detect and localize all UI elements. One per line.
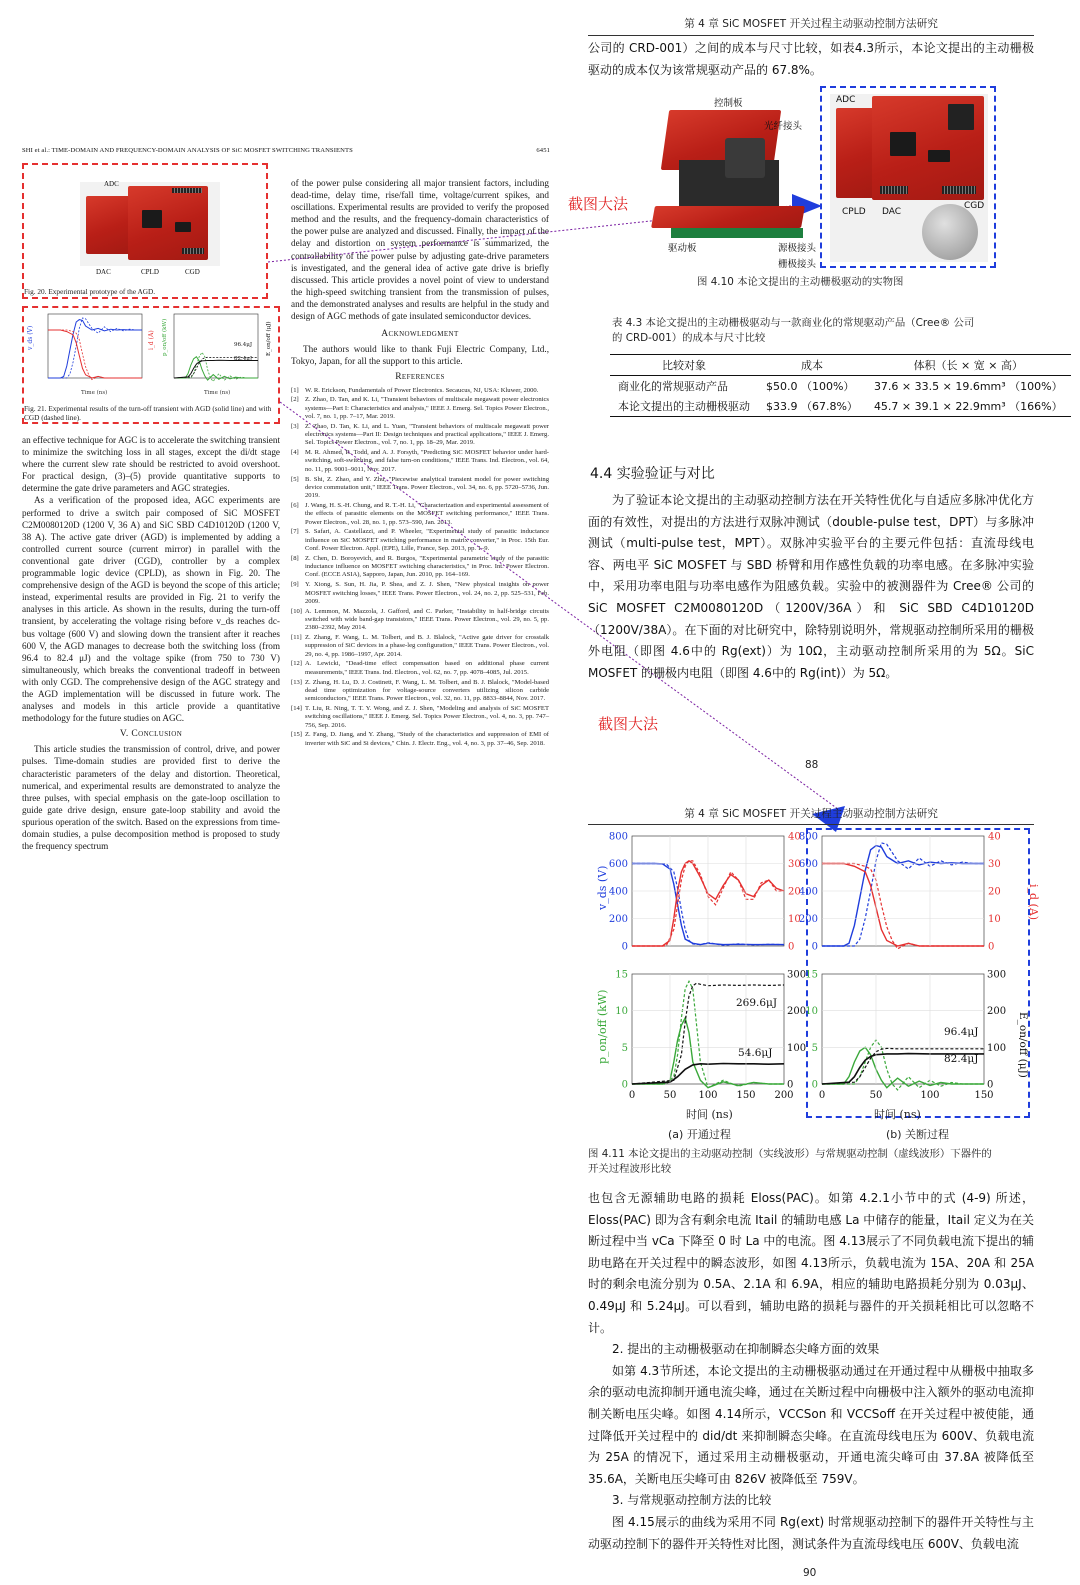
y-tick-label: 800 <box>798 831 818 843</box>
paper-paragraph: As a verification of the proposed idea, AGC experiments are performed to drive a switch pair composed of SiC MOSFET C2M0080120D (1200 V, 36 A) and SiC SBD C4D10120D (1200 V, 38 A). The active gate driver (AGD) is implemented by adding a controlled current source (current mirror) in parallel with the conventional gate driver (CGD), controller by a complex programmable logic device (CPLD), as shown in Fig. 20. The comprehensive design of the AGD is beyond the scope of this article; instead, experimental results are provided in Fig. 21 to verify the analyses in this article. As shown in the results, during the turn-off transient, by accelerating the voltage rising before v_ds reaches dc-bus voltage (600 V) and slowing down the transient after it reaches 600 V, the AGD manages to decrease both the switching loss (from 96.4 to 82.4 μJ) and the voltage spike (from 750 to 730 V) simultaneously, which breaks the conventional tradeoff in between with only CGD. The comprehensive design of the AGC strategy and the AGD implementation will be discussed in future work. The analyses and models in this article provide a quantitative methodology for the future studies on AGC. <box>22 495 280 724</box>
thesis-header-88: 第 4 章 SiC MOSFET 开关过程主动驱动控制方法研究 <box>684 18 938 30</box>
y-tick-label: 600 <box>608 859 628 870</box>
fig411a-annot-low: 54.6μJ <box>738 1047 773 1059</box>
fig411-ylabel-i: i_d (A) <box>1027 884 1040 921</box>
references-heading: References <box>395 372 445 383</box>
paper-paragraph: of the power pulse considering all major transient factors, including dead-time, delay time, rise/fall time, voltage/current spikes, and oscillations. Experimental results are provided to verify the proposed method and the results, and the frequency-domain characteristics of the power pulse are analyzed and discussed. Finally, the impact of the delay and distortion on system performance is summarized, the controllability of the power pulse by adjusting gate-drive parameters is investigated, and the general idea of active gate drive is briefly discussed. This article provides a novel point of view to understand the high-speed switching transient from the transmission of pulses, and the demonstrated analyses and results are helpful in the study and design of AGC methods of gate insulated semiconductor devices. <box>291 178 549 322</box>
fig21-annot-high: 96.4μJ <box>234 342 253 348</box>
table-cell: 本论文提出的主动栅极驱动 <box>618 400 750 413</box>
y-tick-label: 10 <box>805 1006 818 1018</box>
fig411-caption-line2: 开关过程波形比较 <box>588 1163 672 1175</box>
thesis-paragraph: 为了验证本论文提出的主动驱动控制方法在开关特性优化与自适应多脉冲优化方面的有效性，对提出的方法进行双脉冲测试（double-pulse test，DPT）与多脉冲测试（multi-pulse test，MPT）。双脉冲实验平台的主要元件包括：直流母线电容、两电平 SiC MOSFET 与 SBD 桥臂和用作感性负载的功率电感。在多脉冲实验中，采用功率电阻与功率电感作为阻感负载。实验中的被测器件为 Cree® 公司的 SiC MOSFET C2M0080120D（1200V/36A）和 SiC SBD C4D10120D（1200V/38A）。在下面的对比研究中，除特别说明外，常规驱动控制所采用的栅极外电阻（即图 4.6中的 Rg(ext)）为 10Ω，主动驱动控制所采用的为 5Ω。SiC MOSFET 的栅极内电阻（即图 4.6中的 Rg(int)）为 5Ω。 <box>588 493 1034 680</box>
y-tick-label: 20 <box>988 886 1001 898</box>
y-tick-label: 5 <box>621 1042 628 1054</box>
fig410-photo-right <box>830 94 988 262</box>
acknowledgment-text: The authors would like to thank Fuji Electric Company, Ltd., Tokyo, Japan, for all the support to this article. <box>291 344 549 367</box>
fig411-ylabel-p: p_on/off (kW) <box>596 989 609 1064</box>
reference-number: [4] <box>291 449 299 457</box>
reference-text: A. Lemmon, M. Mazzola, J. Gafford, and C. Parker, "Instability in half-bridge circuits switched with wide band-gap transistors," IEEE Trans. Power Electron., vol. 29, no. 5, pp. 2380–2392, May 2014. <box>305 607 549 632</box>
y-tick-label: 40 <box>788 831 801 843</box>
reference-text: S. Safari, A. Castellazzi, and P. Wheeler, "Experimental study of parasitic inductance influence on SiC MOSFET switching performance in matrix converter," in Proc. 15th Eur. Conf. Power Electron. Appl. (EPE), Lille, France, Sep. 2013, pp. 1–9. <box>305 528 549 553</box>
y-tick-label: 20 <box>788 886 801 898</box>
fig20-label-cpld: CPLD <box>141 268 159 276</box>
table-header-cell: 成本 <box>800 359 823 372</box>
fig410-caption: 图 4.10 本论文提出的主动栅极驱动的实物图 <box>697 276 904 288</box>
y-tick-label: 300 <box>987 969 1007 981</box>
table-cell: 45.7 × 39.1 × 22.9mm³ （166%） <box>873 400 1063 413</box>
reference-text: Z. Zhao, D. Tan, K. Li, and L. Yuan, "Transient behaviors of multiscale megawatt power electronics systems—Part II: Design techniques and practical applications," IEEE J. Emerg. Sel. Topics Power Electron., vol. 7, no. 1, pp. 18–29, Mar. 2019. <box>305 422 549 447</box>
reference-number: [15] <box>291 731 302 739</box>
y-tick-label: 30 <box>788 859 801 870</box>
x-tick-label: 150 <box>736 1090 756 1101</box>
fig411a-sublabel: (a) 开通过程 <box>668 1128 731 1141</box>
y-tick-label: 0 <box>811 1079 818 1091</box>
table43 <box>610 354 1071 417</box>
fig411b-voltage-current-axes <box>822 836 984 949</box>
x-tick-label: 100 <box>920 1090 940 1101</box>
series-line <box>822 846 984 946</box>
y-tick-label: 200 <box>608 914 628 925</box>
table-header-cell: 体积（长 × 宽 × 高） <box>913 359 1023 372</box>
y-tick-label: 200 <box>798 914 818 925</box>
page-number-90: 90 <box>803 1567 817 1579</box>
paper-header-title: SHI et al.: TIME-DOMAIN AND FREQUENCY-DOMAIN ANALYSIS OF SiC MOSFET SWITCHING TRANSIENTS <box>22 147 353 154</box>
fig21-ylabel-e: E_on/off (μJ) <box>266 321 272 356</box>
paper-paragraph: an effective technique for AGC is to accelerate the switching transient to minimize the switching loss in all stages, except the di/dt stage where the current slew rate should be restricted to avoid overshoot. For practical design, (3)–(5) provide quantitative supports to determine the gate drive parameters and AGC strategies. <box>22 435 280 494</box>
reference-number: [7] <box>291 528 299 536</box>
reference-number: [3] <box>291 422 299 430</box>
thesis-paragraph: 如第 4.3节所述，本论文提出的主动栅极驱动通过在开通过程中从栅极中抽取多余的驱动电流抑制开通电流尖峰，通过在关断过程中向栅极中注入额外的驱动电流抑制关断电压尖峰。如图 4.14所示，VCCSon 和 VCCSoff 在开关过程中被使能，通过降低开关过程中的 did/dt 来抑制瞬态尖峰。在直流母线电压为 600V、负载电流为 25A 的情况下，通过采用主动栅极驱动，开通电流尖峰可由 37.8A 被降低至 35.6A，关断电压尖峰可由 826V 被降低至 759V。 <box>588 1363 1034 1486</box>
y-tick-label: 400 <box>608 886 628 898</box>
fig20-label-cgd: CGD <box>185 268 200 276</box>
acknowledgment-heading: Acknowledgment <box>381 329 459 340</box>
reference-text: Z. Zhao, D. Tan, and K. Li, "Transient behaviors of multiscale megawatt power electronics systems—Part I: Characteristics and analysis," IEEE J. Emerg. Sel. Topics Power Electron., vol. 7, no. 1, pp. 7–17, Mar. 2019. <box>305 396 549 420</box>
annotation-note-2: 截图大法 <box>598 715 659 733</box>
label-cpld: CPLD <box>842 207 866 217</box>
fig20-label-adc: ADC <box>104 180 119 188</box>
fig411b-annot-high: 96.4μJ <box>944 1026 979 1038</box>
label-source-connector: 源极接头 <box>778 243 817 254</box>
reference-number: [9] <box>291 581 299 589</box>
label-gate-connector: 栅极接头 <box>778 259 817 270</box>
paper-page-number: 6451 <box>536 147 550 154</box>
fig411b-xlabel: 时间 (ns) <box>874 1108 921 1121</box>
fig411-ylabel-v: v_ds (V) <box>596 865 609 910</box>
y-tick-label: 0 <box>787 1079 794 1091</box>
reference-number: [14] <box>291 704 302 712</box>
reference-number: [2] <box>291 396 299 404</box>
annotation-note-1: 截图大法 <box>568 195 629 213</box>
fig411-caption-line1: 图 4.11 本论文提出的主动驱动控制（实线波形）与常规驱动控制（虚线波形）下器件的 <box>588 1148 992 1160</box>
reference-text: Z. Zhang, H. Lu, D. J. Costinett, F. Wang, L. M. Tolbert, and B. J. Blalock, "Model-based dead time optimization for voltage-source converters utilizing silicon carbide semiconductors," IEEE Trans. Power Electron., vol. 32, no. 11, pp. 8833–8844, Nov. 2017. <box>305 678 549 703</box>
x-tick-label: 100 <box>698 1090 718 1101</box>
table-cell: $50.0 （100%） <box>766 380 855 393</box>
table-cell: 商业化的常规驱动产品 <box>618 380 728 393</box>
label-cgd: CGD <box>964 201 985 211</box>
y-tick-label: 30 <box>988 859 1001 870</box>
y-tick-label: 300 <box>787 969 807 981</box>
y-tick-label: 0 <box>811 941 818 953</box>
label-adc: ADC <box>836 95 856 105</box>
reference-text: Y. Xiong, S. Sun, H. Jia, P. Shea, and Z. J. Shen, "New physical insights on power MOSFET switching losses," IEEE Trans. Power Electron., vol. 24, no. 2, pp. 525–531, Feb. 2009. <box>305 581 549 605</box>
fig411b-power-energy-axes <box>822 974 984 1090</box>
y-tick-label: 15 <box>805 969 818 981</box>
y-tick-label: 0 <box>788 941 795 953</box>
table-row <box>610 396 1071 417</box>
thesis-header-rule <box>588 824 1034 825</box>
reference-number: [12] <box>291 660 302 668</box>
reference-number: [1] <box>291 386 299 394</box>
table-cell: 37.6 × 33.5 × 19.6mm³ （100%） <box>873 380 1063 393</box>
y-tick-label: 10 <box>988 914 1001 925</box>
thesis-page90-body <box>588 1188 1034 1555</box>
thesis-paragraph: 公司的 CRD-001）之间的成本与尺寸比较，如表4.3所示，本论文提出的主动栅极驱动的成本仅为该常规驱动产品的 67.8%。 <box>588 41 1034 77</box>
table-row <box>610 376 1071 397</box>
fig411b-annot-low: 82.4μJ <box>944 1053 979 1065</box>
fig411b-sublabel: (b) 关断过程 <box>886 1128 950 1141</box>
fig411-plot <box>588 828 1040 1121</box>
reference-number: [11] <box>291 634 302 642</box>
reference-text: Z. Chen, D. Boroyevich, and R. Burgos, "Experimental parametric study of the parasitic inductance influence on MOSFET switching characteristics," in Proc. Int. Power Electron. Conf. (ECCE ASIA), Sapporo, Japan, Jun. 2010, pp. 164–169. <box>305 554 549 579</box>
thesis-paragraph: 也包含无源辅助电路的损耗 Eloss(PAC)。如第 4.2.1小节中的式 (4-9) 所述，Eloss(PAC) 即为含有剩余电流 Itail 的辅助电感 La 中储存的能量，Itail 定义为在关断过程中当 vCa 下降至 0 时 La 中的电流。图 4.13展示了不同负载电流下提出的辅助电路在开关过程中的瞬态波形，如图 4.13所示，负载电流为 15A、20A 和 25A 时的剩余电流分别为 0.5A、2.1A 和 6.9A，相应的辅助电路损耗分别为 0.03μJ、0.49μJ 和 5.24μJ。可以看到，辅助电路的损耗与器件的开关损耗相比可以忽略不计。 <box>588 1191 1034 1335</box>
y-tick-label: 400 <box>798 886 818 898</box>
y-tick-label: 0 <box>987 1079 994 1091</box>
y-tick-label: 10 <box>788 914 801 925</box>
series-line <box>822 843 984 946</box>
table43-caption-line1: 表 4.3 本论文提出的主动栅极驱动与一款商业化的常规驱动产品（Cree® 公司 <box>612 317 975 329</box>
conclusion-heading: V. Conclusion <box>119 729 183 740</box>
x-tick-label: 50 <box>663 1090 677 1101</box>
fig21-ylabel-p: p_on/off (kW) <box>162 318 168 356</box>
reference-text: Z. Zhang, F. Wang, L. M. Tolbert, and B. J. Blalock, "Active gate driver for crosstalk suppression of SiC devices in a phase-leg configuration," IEEE Trans. Power Electron., vol. 29, no. 4, pp. 1986–1997, Apr. 2014. <box>305 634 549 658</box>
y-tick-label: 200 <box>987 1006 1007 1018</box>
thesis-subheading: 2. 提出的主动栅极驱动在抑制瞬态尖峰方面的效果 <box>612 1342 880 1357</box>
fig20-label-dac: DAC <box>96 268 111 276</box>
fig21-xlabel-left: Time (ns) <box>81 390 108 396</box>
y-tick-label: 0 <box>988 941 995 953</box>
thesis-header-rule <box>588 35 1034 36</box>
fig411-ylabel-e: E_on/off (μJ) <box>1017 1012 1029 1078</box>
reference-text: M. R. Ahmed, R. Todd, and A. J. Forsyth, "Predicting SiC MOSFET behavior under hard-switching, soft-switching, and false turn-on conditions," IEEE Trans. Ind. Electron., vol. 64, no. 11, pp. 9001–9011, Nov. 2017. <box>305 449 549 473</box>
thesis-subheading: 3. 与常规驱动控制方法的比较 <box>612 1493 772 1508</box>
reference-number: [6] <box>291 501 299 509</box>
series-line <box>822 864 984 949</box>
section-4-4-title: 4.4 实验验证与对比 <box>590 466 715 482</box>
y-tick-label: 800 <box>608 831 628 843</box>
y-tick-label: 200 <box>787 1006 807 1018</box>
y-tick-label: 15 <box>615 969 628 981</box>
x-tick-label: 0 <box>818 1090 826 1101</box>
reference-text: T. Liu, R. Ning, T. T. Y. Wong, and Z. J. Shen, "Modeling and analysis of SiC MOSFET switching oscillations," IEEE J. Emerg. Sel. Topics Power Electron., vol. 4, no. 3, pp. 747–756, Sep. 2016. <box>305 704 549 729</box>
reference-number: [10] <box>291 607 302 615</box>
fig21-xlabel-right: Time (ns) <box>204 390 231 396</box>
fig20-caption: Fig. 20. Experimental prototype of the AGD. <box>24 287 156 296</box>
table43-caption-line2: 的 CRD-001）的成本与尺寸比较 <box>612 332 766 344</box>
table-header-cell: 比较对象 <box>662 359 706 372</box>
thesis-top-text <box>588 38 1034 81</box>
thesis-paragraph: 图 4.15展示的曲线为采用不同 Rg(ext) 时常规驱动控制下的器件开关特性与主动驱动控制下的器件开关特性对比图，测试条件为直流母线电压 600V、负载电流 <box>588 1514 1034 1551</box>
table-cell: $33.9 （67.8%） <box>766 400 858 413</box>
fig21-ylabel-v: v_ds (V) <box>27 325 34 350</box>
section-4-4-body <box>588 490 1034 684</box>
fig21-ylabel-i: i_d (A) <box>148 330 155 350</box>
y-tick-label: 100 <box>987 1042 1007 1054</box>
fig410-photo-left <box>645 88 810 263</box>
thesis-header-90: 第 4 章 SiC MOSFET 开关过程主动驱动控制方法研究 <box>684 808 938 820</box>
x-tick-label: 150 <box>974 1090 994 1101</box>
x-tick-label: 0 <box>628 1090 636 1101</box>
y-tick-label: 600 <box>798 859 818 870</box>
y-tick-label: 40 <box>988 831 1001 843</box>
fig21-caption: Fig. 21. Experimental results of the turn-off transient with AGD (solid line) and with CGD (dashed line). <box>24 404 272 422</box>
label-drive-board: 驱动板 <box>668 243 697 254</box>
fig21-annot-low: 82.4μJ <box>234 356 253 362</box>
fig411a-xlabel: 时间 (ns) <box>686 1108 733 1121</box>
x-tick-label: 200 <box>774 1090 794 1101</box>
y-tick-label: 5 <box>811 1042 818 1054</box>
label-control-board: 控制板 <box>714 98 743 109</box>
reference-number: [13] <box>291 678 302 686</box>
y-tick-label: 10 <box>615 1006 628 1018</box>
table-header-row <box>610 355 1071 376</box>
label-fiber-connector: 光纤接头 <box>764 121 803 132</box>
y-tick-label: 100 <box>787 1042 807 1054</box>
reference-text: A. Lewicki, "Dead-time effect compensation based on additional phase current measurements," IEEE Trans. Ind. Electron., vol. 62, no. 7, pp. 4078–4085, Jul. 2015. <box>305 660 549 676</box>
reference-text: W. R. Erickson, Fundamentals of Power Electronics. Secaucus, NJ, USA: Kluwer, 2000. <box>305 386 539 394</box>
x-tick-label: 50 <box>869 1090 883 1101</box>
page-number-88: 88 <box>805 759 819 771</box>
conclusion-paragraph: This article studies the transmission of control, drive, and power pulses. Time-domain studies are provided first to derive the characteristic parameters of the delay and distortion. Theoretical, numerical, and experimental results are demonstrated to analyze the three pulses, with special emphasis on the gate-loop oscillation to guide gate drive design, ensure gate-loop stability and avoid the spurious operation of the switch. Based on the expressions from time-domain studies, a pulse decomposition method is proposed to study the frequency spectrum <box>22 744 280 852</box>
coin-reference <box>922 204 978 260</box>
reference-text: B. Shi, Z. Zhao, and Y. Zhu, "Piecewise analytical transient model for power switching device commutation unit," IEEE Trans. Power Electron., vol. 34, no. 6, pp. 5720–5736, Jun. 2019. <box>305 475 549 500</box>
reference-text: Z. Fang, D. Jiang, and Y. Zhang, "Study of the characteristics and suppression of EMI of inverter with SiC and Si devices," Chin. J. Electr. Eng., vol. 4, no. 3, pp. 37–46, Sep. 2018. <box>305 731 549 747</box>
reference-number: [5] <box>291 475 299 483</box>
y-tick-label: 0 <box>621 1079 628 1091</box>
reference-number: [8] <box>291 554 299 562</box>
reference-text: J. Wang, H. S.-H. Chung, and R. T.-H. Li, "Characterization and experimental assessment of the effects of parasitic elements on the MOSFET switching performance," IEEE Trans. Power Electron., vol. 28, no. 1, pp. 573–590, Jan. 2013. <box>305 501 549 526</box>
label-dac: DAC <box>882 207 902 217</box>
series-line <box>822 864 984 947</box>
fig411a-annot-high: 269.6μJ <box>736 997 778 1009</box>
y-tick-label: 0 <box>621 941 628 953</box>
